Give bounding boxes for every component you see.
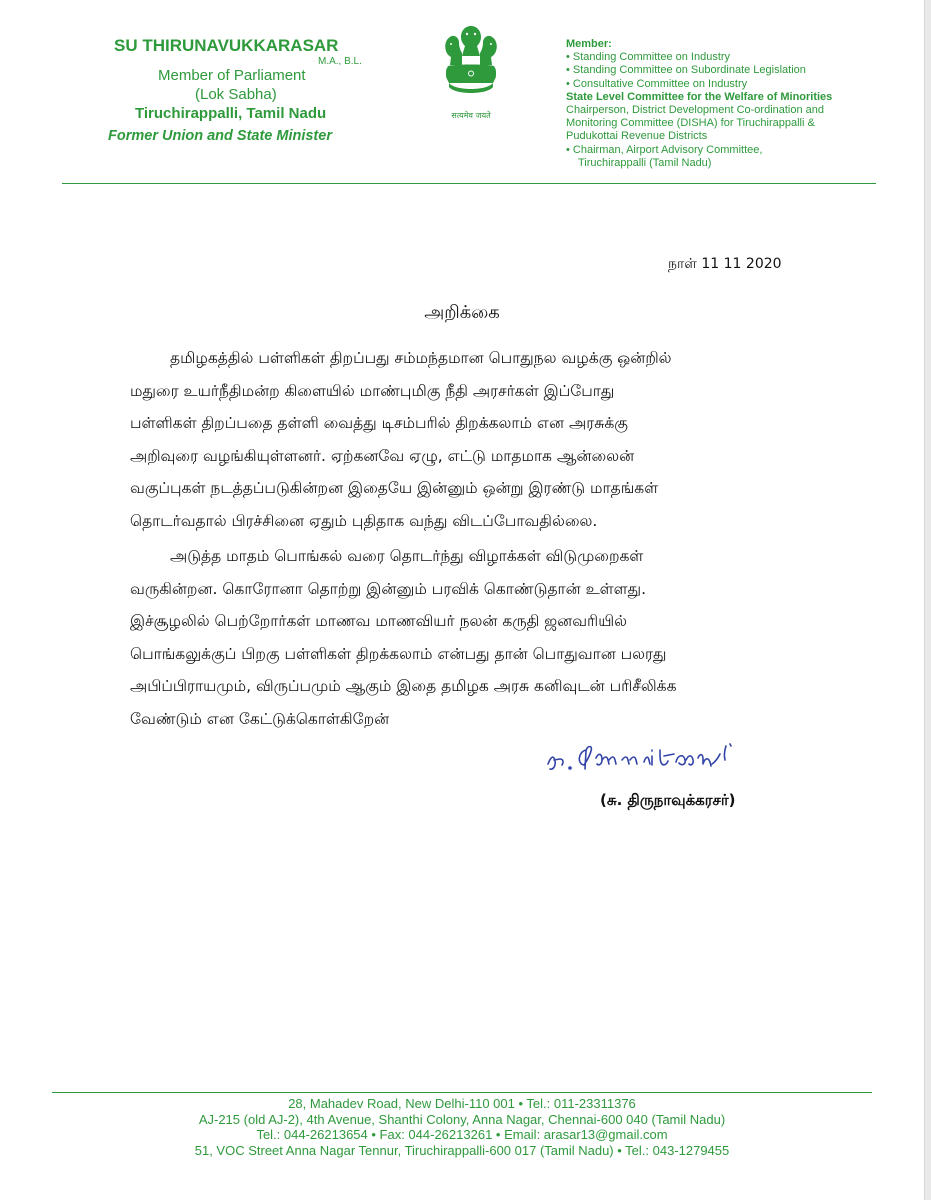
paragraph-line: இச்சூழலில் பெற்றோர்கள் மாணவ மாணவியர் நலன் கருதி ஜனவரியில்	[130, 612, 627, 630]
national-emblem-icon	[436, 22, 506, 122]
membership-item: • Standing Committee on Industry	[566, 51, 731, 64]
membership-item: • Standing Committee on Subordinate Legislation	[566, 64, 806, 77]
lion-capital-icon	[436, 22, 506, 110]
paragraph-line: வேண்டும் என கேட்டுக்கொள்கிறேன்	[130, 709, 390, 728]
footer-line: 51, VOC Street Anna Nagar Tennur, Tiruchirappalli-600 017 (Tamil Nadu) • Tel.: 043-1279455	[194, 1142, 730, 1158]
paragraph-line: அபிப்பிராயமும், விருப்பமும் ஆகும் இதை தமிழக அரசு கனிவுடன் பரிசீலிக்க	[130, 677, 677, 695]
paragraph-line: பள்ளிகள் திறப்பதை தள்ளி வைத்து டிசம்பரில் திறக்கலாம் என அரசுக்கு	[130, 414, 628, 432]
letterhead-right	[566, 38, 866, 170]
member-label: Member:	[566, 38, 612, 50]
airport-committee: • Chairman, Airport Advisory Committee,	[566, 143, 763, 156]
mp-degree: M.A., B.L.	[318, 56, 362, 67]
paragraph-line: தமிழகத்தில் பள்ளிகள் திறப்பது சம்மந்தமான பொதுநல வழக்கு ஒன்றில்	[170, 349, 672, 367]
membership-item: • Consultative Committee on Industry	[566, 77, 748, 90]
paragraph-line: அடுத்த மாதம் பொங்கல் வரை தொடர்ந்து விழாக்கள் விடுமுறைகள்	[170, 547, 644, 565]
mp-designation: Member of Parliament	[158, 67, 306, 84]
footer-line: 28, Mahadev Road, New Delhi-110 001 • Tel.: 011-23311376	[288, 1096, 636, 1111]
paragraph-line: மதுரை உயர்நீதிமன்ற கிளையில் மாண்புமிகு நீதி அரசர்கள் இப்போது	[130, 381, 615, 400]
emblem-motto: सत्यमेव जयते	[451, 111, 491, 120]
footer-address	[0, 1096, 924, 1158]
paragraph-line: வருகின்றன. கொரோனா தொற்று இன்னும் பரவிக் கொண்டுதான் உள்ளது.	[130, 579, 646, 598]
paragraph-line: பொங்கலுக்குப் பிறகு பள்ளிகள் திறக்கலாம் என்பது தான் பொதுவான பலரது	[130, 644, 667, 663]
paragraph-line: வகுப்புகள் நடத்தப்படுகின்றன இதையே இன்னும் ஒன்று இரண்டு மாதங்கள்	[130, 479, 659, 497]
state-committee: State Level Committee for the Welfare of Minorities	[566, 90, 833, 103]
signatory-name: (சு. திருநாவுக்கரசர்)	[600, 791, 736, 809]
mp-name: SU THIRUNAVUKKARASAR	[114, 36, 339, 55]
chairperson-line: Monitoring Committee (DISHA) for Tiruchirappalli &	[566, 117, 815, 130]
letter-date: நாள் 11 11 2020	[668, 256, 782, 272]
handwritten-signature	[540, 736, 800, 786]
letterhead-divider	[62, 183, 876, 184]
mp-former-title: Former Union and State Minister	[108, 128, 332, 144]
paragraph-line: தொடர்வதால் பிரச்சினை ஏதும் புதிதாக வந்து விடப்போவதில்லை.	[130, 511, 598, 530]
footer-line: Tel.: 044-26213654 • Fax: 044-26213261 • Email: arasar13@gmail.com	[256, 1127, 668, 1143]
paragraph-1	[130, 342, 780, 537]
airport-committee-city: Tiruchirappalli (Tamil Nadu)	[578, 156, 712, 169]
footer-divider	[52, 1092, 872, 1093]
paragraph-2	[130, 540, 780, 735]
footer-line: AJ-215 (old AJ-2), 4th Avenue, Shanthi Colony, Anna Nagar, Chennai-600 040 (Tamil Nadu)	[198, 1111, 726, 1127]
paragraph-line: அறிவுரை வழங்கியுள்ளனர். ஏற்கனவே ஏழு, எட்டு மாதமாக ஆன்லைன்	[130, 446, 635, 465]
chairperson-line: Chairperson, District Development Co-ordination and	[566, 104, 825, 117]
mp-house: (Lok Sabha)	[195, 86, 277, 103]
mp-constituency: Tiruchirappalli, Tamil Nadu	[135, 105, 327, 122]
chairperson-line: Pudukottai Revenue Districts	[566, 130, 708, 143]
letter-title: அறிக்கை	[424, 302, 500, 323]
signature-scribble-icon	[540, 736, 800, 786]
